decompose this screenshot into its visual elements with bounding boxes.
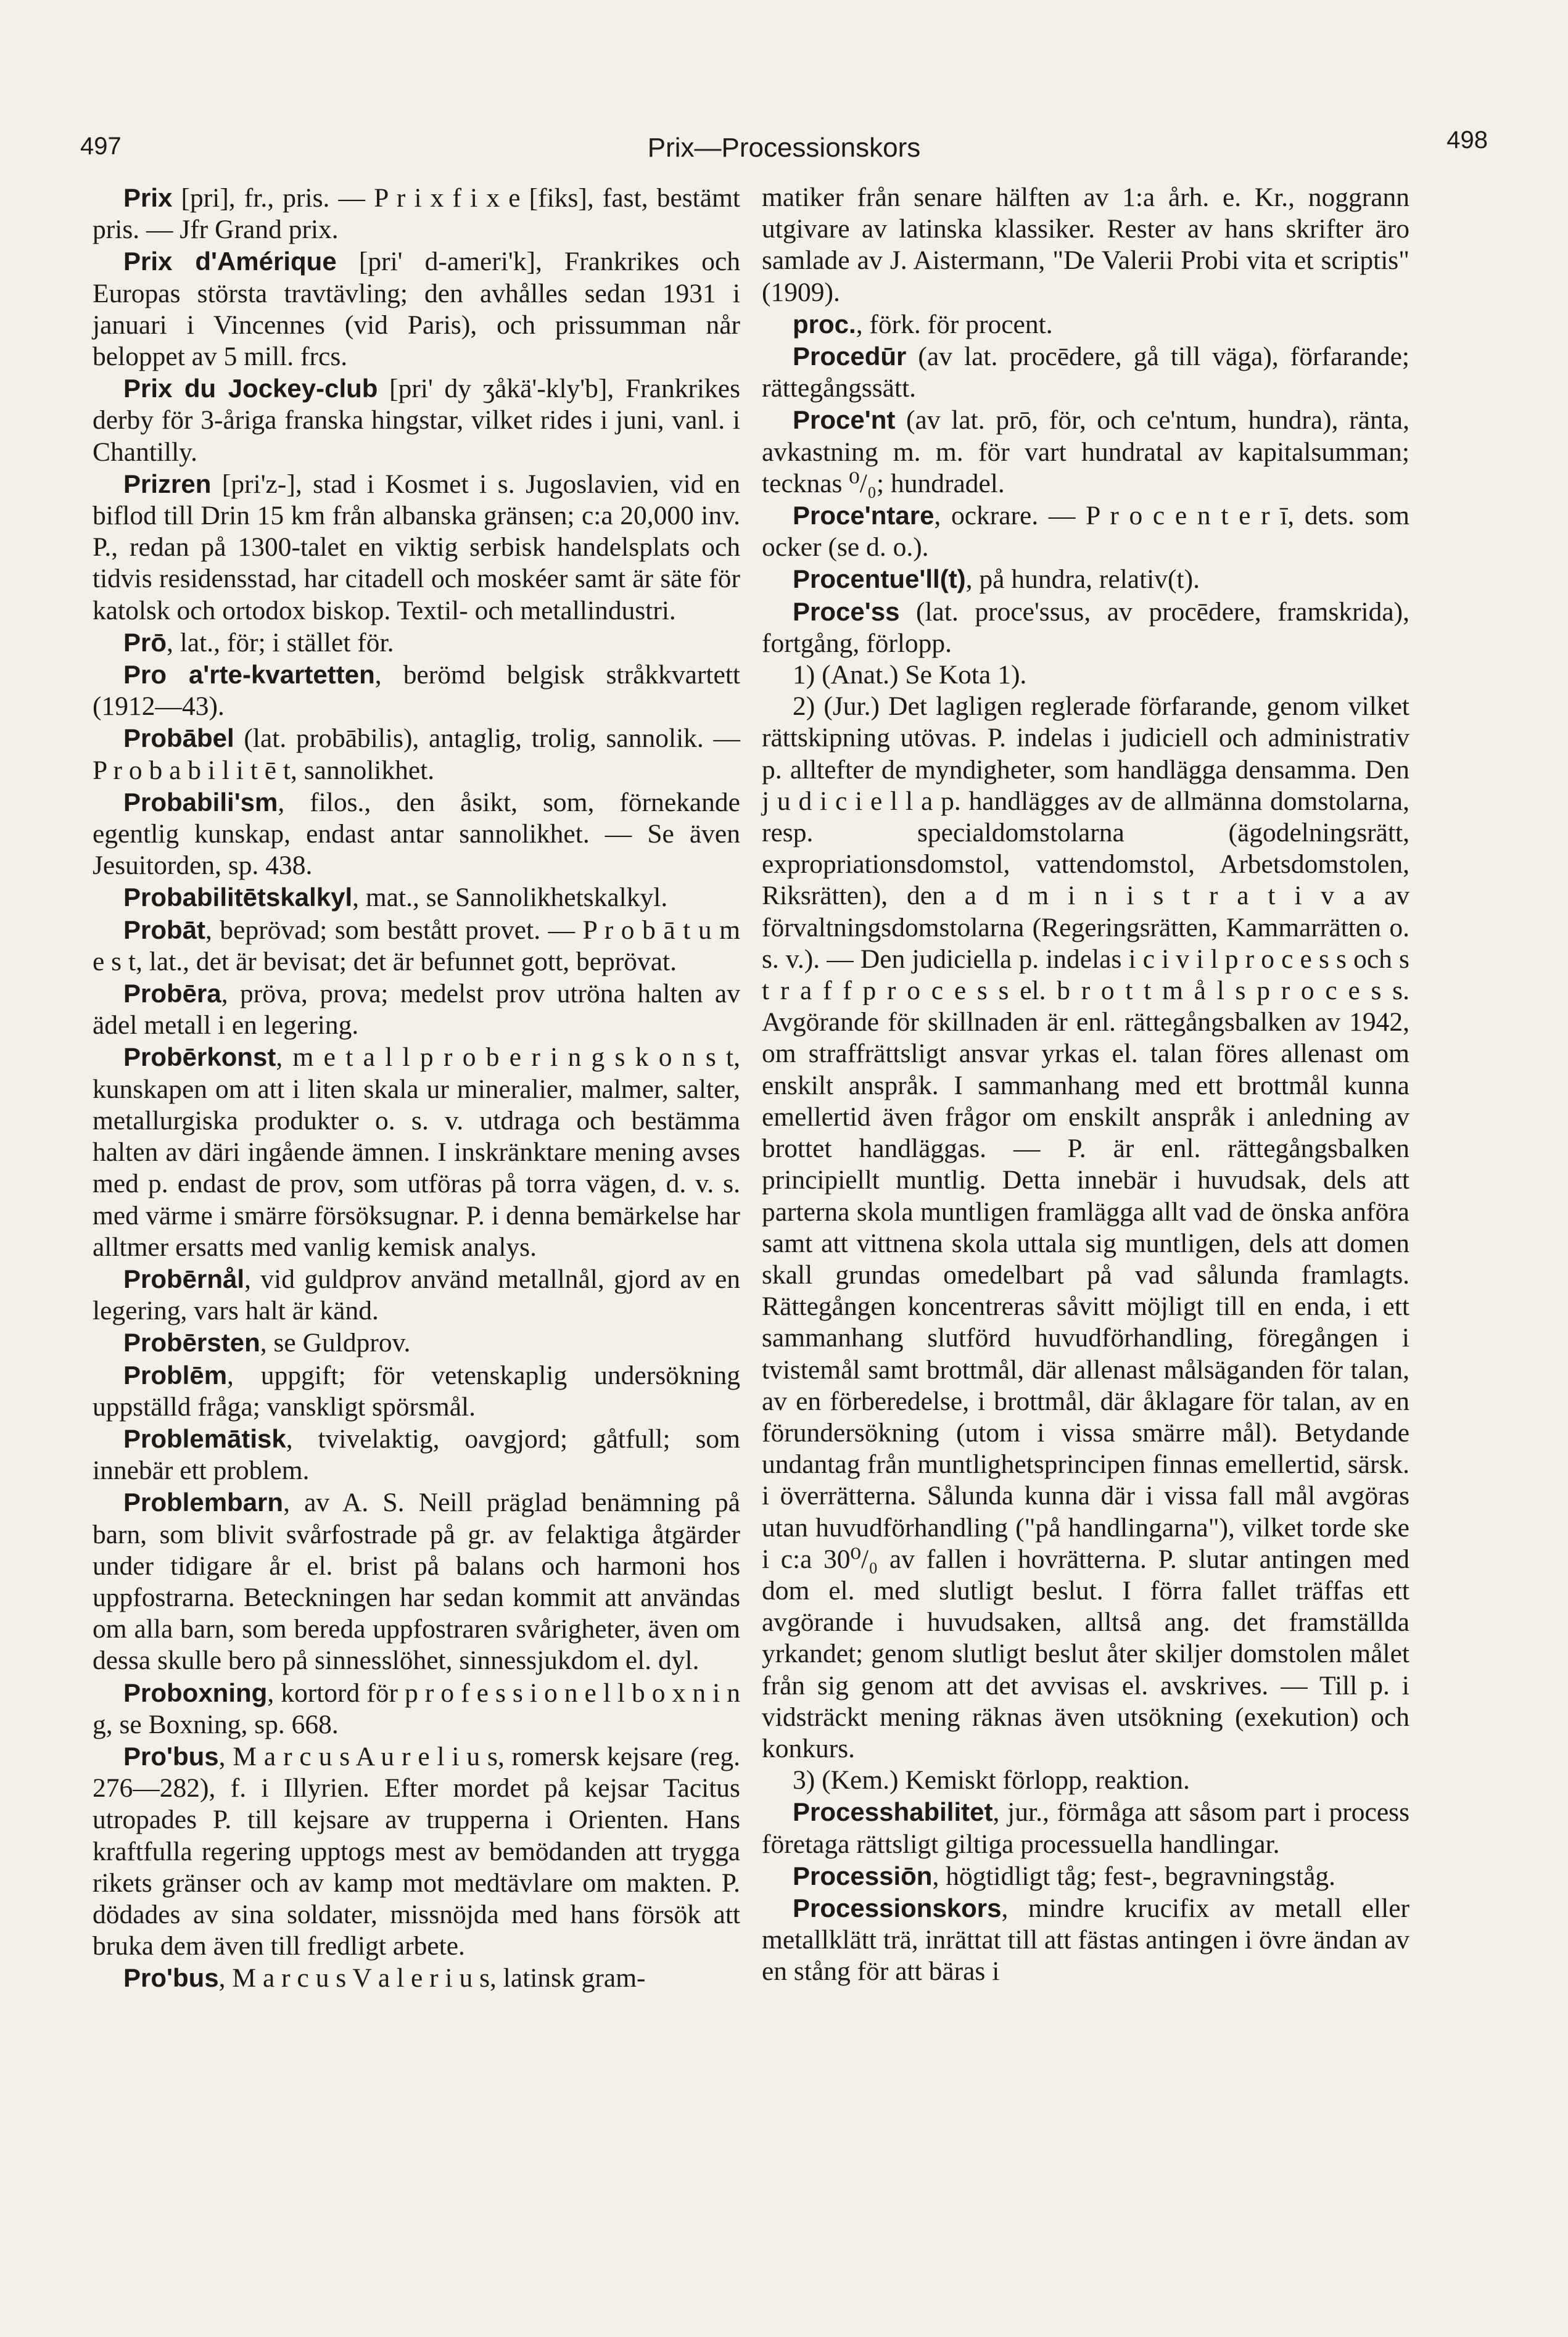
entry-text: (lat. proce'ssus, av procēdere, framskrida), fortgång, förlopp. bbox=[762, 596, 1409, 658]
entry-text: matiker från senare hälften av 1:a årh. e. Kr., noggrann utgivare av latinska klassiker. Rester av hans skrifter äro samlade av J. Aistermann, "De Valerii Probi vita et scriptis" (1909). bbox=[762, 183, 1409, 307]
entry-headword: Processhabilitet bbox=[793, 1797, 993, 1827]
dictionary-entry bbox=[93, 1327, 740, 1359]
entry-headword: Processiōn bbox=[793, 1861, 933, 1890]
dictionary-entry bbox=[93, 786, 740, 882]
entry-headword: Pro a'rte-kvartetten bbox=[123, 660, 375, 690]
entry-text: (av lat. prō, för, och ce'ntum, hundra), ränta, avkastning m. m. för vart hundratal av kapitalsumman; tecknas ⁰/₀; hundradel. bbox=[762, 405, 1409, 498]
entry-text: , M a r c u s V a l e r i u s, latinsk gram- bbox=[218, 1963, 646, 1993]
running-title: Prix—Processionskors bbox=[647, 133, 921, 163]
dictionary-entry bbox=[93, 914, 740, 978]
entry-text: 1) (Anat.) Se Kota 1). bbox=[793, 660, 1027, 690]
entry-headword: Procentue'll(t) bbox=[793, 564, 966, 594]
entry-headword: Problembarn bbox=[123, 1488, 284, 1517]
entry-text: [pri'z-], stad i Kosmet i s. Jugoslavien, vid en biflod till Drin 15 km från albanska gränsen; c:a 20,000 inv. P., redan på 1300-talet en viktig serbisk handelsplats och tidvis residensstad, har citadell och moskéer samt är säte för katolsk och ortodox biskop. Textil- och metallindustri. bbox=[93, 469, 740, 625]
dictionary-entry bbox=[93, 1359, 740, 1423]
entry-text: , uppgift; för vetenskaplig undersökning uppställd fråga; vanskligt spörsmål. bbox=[93, 1360, 740, 1422]
entry-text: 3) (Kem.) Kemiskt förlopp, reaktion. bbox=[793, 1765, 1190, 1795]
entry-headword: Proce'ss bbox=[793, 596, 900, 626]
entry-headword: Probērnål bbox=[123, 1264, 245, 1293]
page-header bbox=[80, 126, 1488, 170]
entry-text: , vid guldprov använd metallnål, gjord av en legering, vars halt är känd. bbox=[93, 1264, 740, 1326]
dictionary-entry bbox=[762, 182, 1409, 308]
entry-text: , berömd belgisk stråkkvartett (1912—43). bbox=[93, 660, 740, 722]
entry-text: [pri' d-ameri'k], Frankrikes och Europas största travtävling; den avhålles sedan 1931 i januari i Vincennes (vid Paris), och prissumman når beloppet av 5 mill. frcs. bbox=[93, 247, 741, 372]
entry-headword: Pro'bus bbox=[123, 1963, 219, 1993]
entry-headword: Prix du Jockey-club bbox=[123, 374, 378, 403]
dictionary-entry bbox=[93, 627, 740, 659]
dictionary-entry bbox=[93, 659, 740, 722]
dictionary-entry bbox=[762, 308, 1409, 340]
dictionary-entry bbox=[93, 182, 740, 245]
entry-headword: Probabilitētskalkyl bbox=[123, 883, 353, 912]
entry-text: (av lat. procēdere, gå till väga), förfarande; rättegångssätt. bbox=[762, 342, 1409, 403]
dictionary-entry bbox=[762, 1796, 1409, 1860]
entry-headword: Problemātisk bbox=[123, 1424, 286, 1453]
entry-text: , beprövad; som bestått provet. — P r o b ā t u m e s t, lat., det är bevisat; det är befunnet gott, beprövat. bbox=[93, 915, 740, 976]
entry-headword: Proce'nt bbox=[793, 405, 896, 435]
dictionary-entry bbox=[93, 1423, 740, 1486]
entry-text: , mindre krucifix av metall eller metallklätt trä, inrättat till att fästas antingen i övre ändan av en stång för att bäras i bbox=[762, 1893, 1409, 1987]
entry-text: , m e t a l l p r o b e r i n g s k o n s t, kunskapen om att i liten skala ur mineralier, malmer, salter, metallurgiska produkter o. s. v. utdraga och bestämma halten av däri ingående ämnen. I inskränktare mening avses med p. endast de prov, som utföras på torra vägen, d. v. s. med värme i smärre försöksugnar. P. i denna bemärkelse har alltmer ersatts med vanlig kemisk analys. bbox=[93, 1042, 740, 1262]
dictionary-entry bbox=[93, 1741, 740, 1962]
dictionary-entry bbox=[762, 1892, 1409, 1988]
dictionary-entry bbox=[93, 245, 740, 373]
entry-text: , lat., för; i stället för. bbox=[167, 627, 394, 657]
dictionary-entry bbox=[762, 659, 1409, 691]
entry-text: , pröva, prova; medelst prov utröna halten av ädel metall i en legering. bbox=[93, 979, 740, 1041]
dictionary-entry bbox=[93, 722, 740, 786]
dictionary-entry bbox=[762, 340, 1409, 404]
dictionary-entry bbox=[93, 1263, 740, 1327]
entry-text: , filos., den åsikt, som, förnekande egentlig kunskap, endast antar sannolikhet. — Se även Jesuitorden, sp. 438. bbox=[93, 787, 740, 881]
entry-headword: Proboxning bbox=[123, 1678, 268, 1707]
dictionary-entry bbox=[762, 596, 1409, 659]
dictionary-entry bbox=[762, 404, 1409, 500]
entry-text: , av A. S. Neill präglad benämning på barn, som blivit svårfostrade på gr. av felaktiga åtgärder under tidigare år el. brist på balans och harmoni hos uppfostrarna. Beteckningen har sedan kommit att användas om alla barn, som bereda uppfostraren svårigheter, även om dessa skulle bero på sinnesslöhet, sinnessjukdom el. dyl. bbox=[93, 1488, 740, 1676]
dictionary-entry bbox=[762, 691, 1409, 1765]
entry-headword: Probēra bbox=[123, 979, 221, 1008]
entry-text: , M a r c u s A u r e l i u s, romersk kejsare (reg. 276—282), f. i Illyrien. Efter mordet på kejsar Tacitus utropades P. till kejsare av trupperna i Orienten. Hans kraftfulla regering upptogs mest av bemödanden att trygga rikets gränser och av kamp mot medtävlare om makten. P. dödades av sina soldater, missnöjda med hans försök att bruka dem även till fredligt arbete. bbox=[93, 1741, 740, 1961]
dictionary-entry bbox=[762, 1765, 1409, 1796]
entry-text: , tvivelaktig, oavgjord; gåtfull; som innebär ett problem. bbox=[93, 1424, 740, 1486]
entry-headword: Prizren bbox=[123, 469, 212, 498]
left-column bbox=[93, 182, 740, 1995]
entry-text: 2) (Jur.) Det lagligen reglerade förfarande, genom vilket rättskipning utövas. P. indelas i judiciell och administrativ p. alltefter de myndigheter, som handlägga densamma. Den j u d i c i e l l a p. handlägges av de allmänna domstolarna, resp. specialdomstolarna (ägodelningsrätt, expropriationsdomstol, vattendomstol, Arbetsdomstolen, Riksrätten), den a d m i n i s t r a t i v a av förvaltningsdomstolarna (Regeringsrätten, Kammarrätten o. s. v.). — Den judiciella p. indelas i c i v i l p r o c e s s och s t r a f f p r o c e s s el. b r o t t m å l s p r o c e s s. Avgörande för skillnaden är enl. rättegångsbalken av 1942, om straffrättsligt ansvar yrkas el. talan föres allenast om enskilt anspråk. I sammanhang med ett brottmål kunna emellertid även frågor om enskilt anspråk i anledning av brottet handläggas. — P. är enl. rättegångsbalken principiellt muntlig. Detta innebär i huvudsak, dels att parterna skola muntligen framlägga allt vad de önska anföra samt att vittnena skola uttala sig muntligen, dels att domen skall grundas omedelbart på vad sålunda framlagts. Rättegången koncentreras såvitt möjligt till en enda, i ett sammanhang slutförd huvudförhandling, föregången i tvistemål samt brottmål, där allenast målsäganden för talan, av en förberedelse, i brottmål, där åklagare för talan, av en förundersökning (utom i vissa smärre mål). Betydande undantag från muntlighetsprincipen finnas emellertid, särsk. i överrätterna. Sålunda kunna där i vissa fall mål avgöras utan huvudförhandling ("på handlingarna"), vilket torde ske i c:a 30⁰/₀ av fallen i hovrätterna. P. slutar antingen med dom el. med slutligt beslut. I förra fallet träffas ett avgörande i huvudsaken, alltså ang. det framställda yrkandet; genom slutligt beslut åter skiljer domstolen målet från sig genom att det avvisas el. avskrives. — Till p. i vidsträckt mening räknas även utsökning (exekution) och konkurs. bbox=[762, 691, 1409, 1763]
entry-headword: Probāt bbox=[123, 915, 206, 944]
entry-text: , ockrare. — P r o c e n t e r ī, dets. som ocker (se d. o.). bbox=[762, 501, 1409, 563]
dictionary-entry bbox=[93, 1486, 740, 1676]
entry-text: (lat. probābilis), antaglig, trolig, sannolik. — P r o b a b i l i t ē t, sannolikhet. bbox=[93, 723, 740, 785]
entry-text: , på hundra, relativ(t). bbox=[965, 564, 1200, 595]
entry-text: , kortord för p r o f e s s i o n e l l b o x n i n g, se Boxning, sp. 668. bbox=[93, 1678, 740, 1739]
entry-headword: Proce'ntare bbox=[793, 501, 935, 530]
entry-text: , se Guldprov. bbox=[260, 1328, 411, 1358]
entry-text: , mat., se Sannolikhetskalkyl. bbox=[352, 883, 668, 913]
entry-headword: Prix bbox=[123, 183, 173, 212]
entry-headword: Prix d'Amérique bbox=[123, 247, 337, 276]
entry-headword: Probērkonst bbox=[123, 1042, 276, 1072]
dictionary-entry bbox=[762, 563, 1409, 595]
entry-headword: Processionskors bbox=[793, 1893, 1002, 1923]
entry-text: , förk. för procent. bbox=[856, 309, 1053, 339]
dictionary-entry bbox=[93, 1677, 740, 1741]
dictionary-entry bbox=[762, 1860, 1409, 1892]
dictionary-entry bbox=[93, 468, 740, 627]
entry-headword: Prō bbox=[123, 627, 167, 657]
entry-headword: Problēm bbox=[123, 1360, 228, 1390]
dictionary-entry bbox=[93, 1041, 740, 1263]
entry-text: , högtidligt tåg; fest-, begravningståg. bbox=[932, 1861, 1336, 1891]
dictionary-entry bbox=[93, 881, 740, 913]
dictionary-entry bbox=[762, 500, 1409, 563]
dictionary-entry bbox=[93, 373, 740, 468]
entry-text: [pri], fr., pris. — P r i x f i x e [fiks], fast, bestämt pris. — Jfr Grand prix. bbox=[93, 183, 740, 245]
entry-headword: Pro'bus bbox=[123, 1741, 219, 1771]
entry-headword: proc. bbox=[793, 309, 856, 339]
dictionary-entry bbox=[93, 1962, 740, 1994]
entry-text: [pri' dy ʒåkä'-kly'b], Frankrikes derby för 3-åriga franska hingstar, vilket rides i juni, vanl. i Chantilly. bbox=[93, 374, 740, 467]
page-number-right: 498 bbox=[1446, 126, 1488, 154]
entry-headword: Probabili'sm bbox=[123, 787, 278, 817]
entry-text: , jur., förmåga att såsom part i process företaga rättsligt giltiga processuella handlingar. bbox=[762, 1797, 1409, 1859]
page-number-left: 497 bbox=[80, 133, 122, 160]
entry-headword: Probābel bbox=[123, 723, 234, 753]
right-column bbox=[762, 182, 1409, 1988]
entry-headword: Probērsten bbox=[123, 1328, 260, 1358]
entry-headword: Procedūr bbox=[793, 342, 907, 371]
dictionary-entry bbox=[93, 978, 740, 1041]
